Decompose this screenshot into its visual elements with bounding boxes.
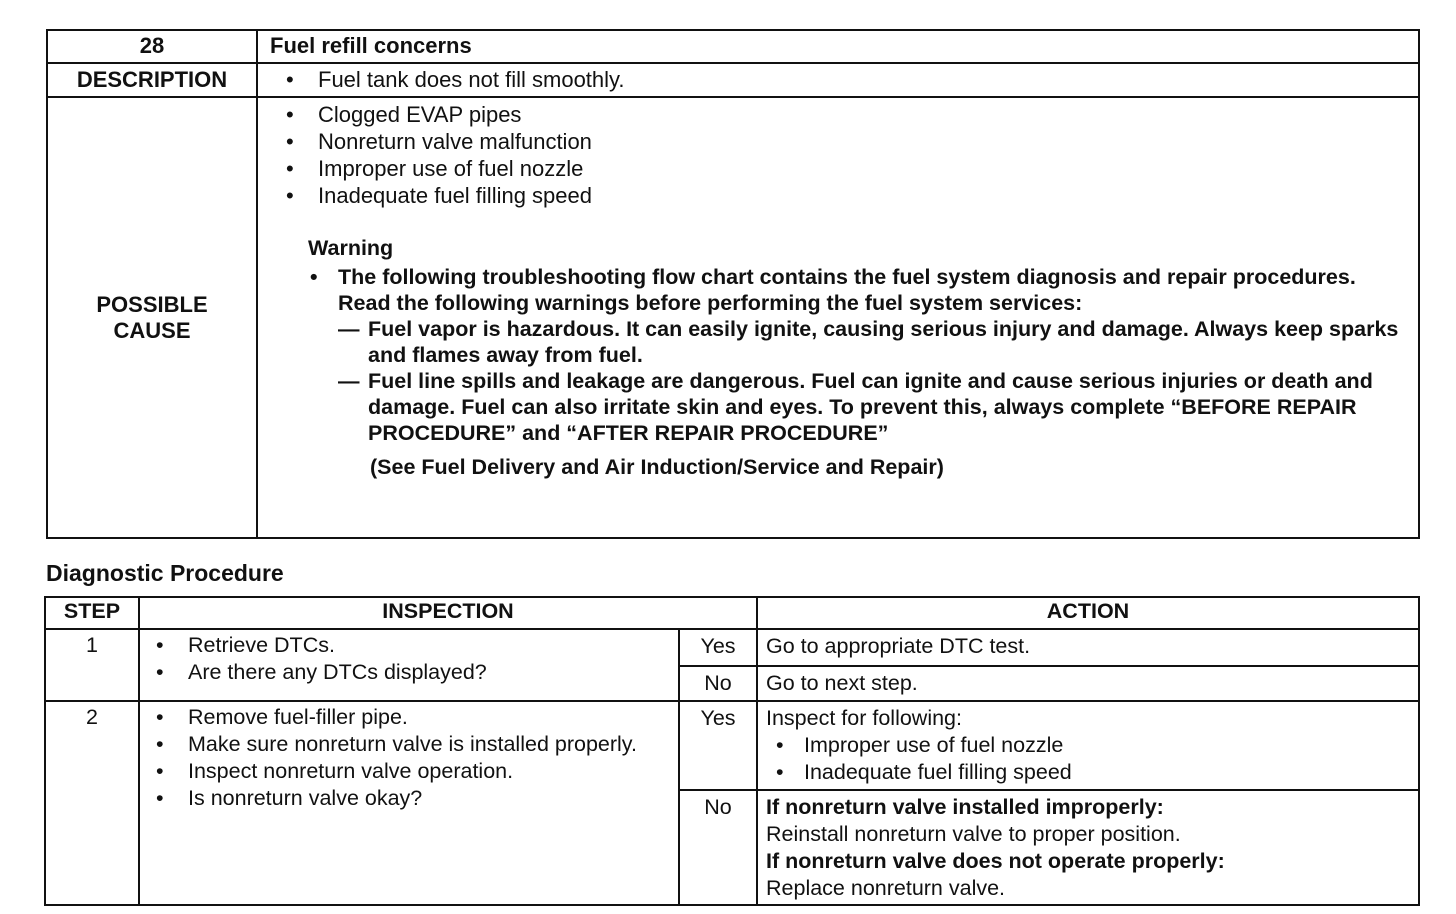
yes-action-item: • Inadequate fuel filling speed [766,759,1412,786]
warning-dash-item: — Fuel line spills and leakage are dangerous. Fuel can ignite and cause serious injuries or death and damage. Fuel can also irritate skin and eyes. To prevent this, always complete “BEFORE REPAIR PROCEDURE” and “AFTER REPAIR PROCEDURE” [338,368,1408,446]
step-1-yes-row [45,629,1419,666]
cause-item: • Improper use of fuel nozzle [280,155,1408,182]
yes-action: Go to appropriate DTC test. [757,629,1419,666]
description-list [280,66,1418,93]
no-action [757,790,1419,905]
inspection-item: • Are there any DTCs displayed? [150,659,672,686]
yes-label: Yes [679,701,757,790]
cause-list [280,101,1408,209]
yes-label: Yes [679,629,757,666]
warning-dash-item: — Fuel vapor is hazardous. It can easily ignite, causing serious injury and damage. Always keep sparks and flames away from fuel. [338,316,1408,368]
no-label: No [679,666,757,701]
inspection-item: • Is nonreturn valve okay? [150,785,672,812]
step-1-inspection [139,629,679,701]
possible-cause-label [47,97,257,538]
warning-reference: (See Fuel Delivery and Air Induction/Service and Repair) [370,455,944,479]
concern-number: 28 [47,30,257,63]
step-2-inspection [139,701,679,905]
possible-cause-label-line1: POSSIBLE [96,291,208,317]
inspection-item: • Inspect nonreturn valve operation. [150,758,672,785]
warning-item [308,264,1408,446]
diagnostic-header-row [45,597,1419,629]
yes-action-item: • Improper use of fuel nozzle [766,732,1412,759]
inspection-list [150,704,672,812]
warning-block [280,235,1408,481]
possible-cause-cell [257,97,1419,538]
no-action-heading: If nonreturn valve installed improperly: [766,795,1164,819]
description-item: • Fuel tank does not fill smoothly. [280,66,1418,93]
inspection-item: • Remove fuel-filler pipe. [150,704,672,731]
no-action-heading: If nonreturn valve does not operate properly: [766,849,1225,873]
no-action: Go to next step. [757,666,1419,701]
cause-item: • Nonreturn valve malfunction [280,128,1408,155]
concern-table [46,29,1420,539]
inspection-header: INSPECTION [139,597,757,629]
step-number: 2 [45,701,139,905]
step-header: STEP [45,597,139,629]
step-2-yes-row [45,701,1419,790]
warning-title: Warning [308,236,394,260]
inspection-item: • Retrieve DTCs. [150,632,672,659]
possible-cause-label-line2: CAUSE [113,317,191,343]
warning-dash-list [338,316,1408,446]
description-label: DESCRIPTION [47,63,257,97]
yes-action-list [766,732,1412,786]
possible-cause-row [47,97,1419,538]
diagnostic-procedure-title: Diagnostic Procedure [46,560,284,586]
concern-title: Fuel refill concerns [257,30,1419,63]
warning-main-text: • The following troubleshooting flow chart contains the fuel system diagnosis and repair procedures. Read the following warnings before performing the fuel system services: [338,265,1356,315]
no-action-text: Replace nonreturn valve. [766,876,1006,900]
cause-item: • Clogged EVAP pipes [280,101,1408,128]
warning-list [308,264,1408,446]
yes-action-intro: Inspect for following: [766,706,962,730]
inspection-list [150,632,672,686]
description-cell [257,63,1419,97]
no-action-text: Reinstall nonreturn valve to proper position. [766,822,1181,846]
cause-item: • Inadequate fuel filling speed [280,182,1408,209]
concern-header-row [47,30,1419,63]
no-label: No [679,790,757,905]
diagnostic-table [44,596,1420,906]
step-number: 1 [45,629,139,701]
action-header: ACTION [757,597,1419,629]
description-row [47,63,1419,97]
inspection-item: • Make sure nonreturn valve is installed properly. [150,731,672,758]
yes-action [757,701,1419,790]
